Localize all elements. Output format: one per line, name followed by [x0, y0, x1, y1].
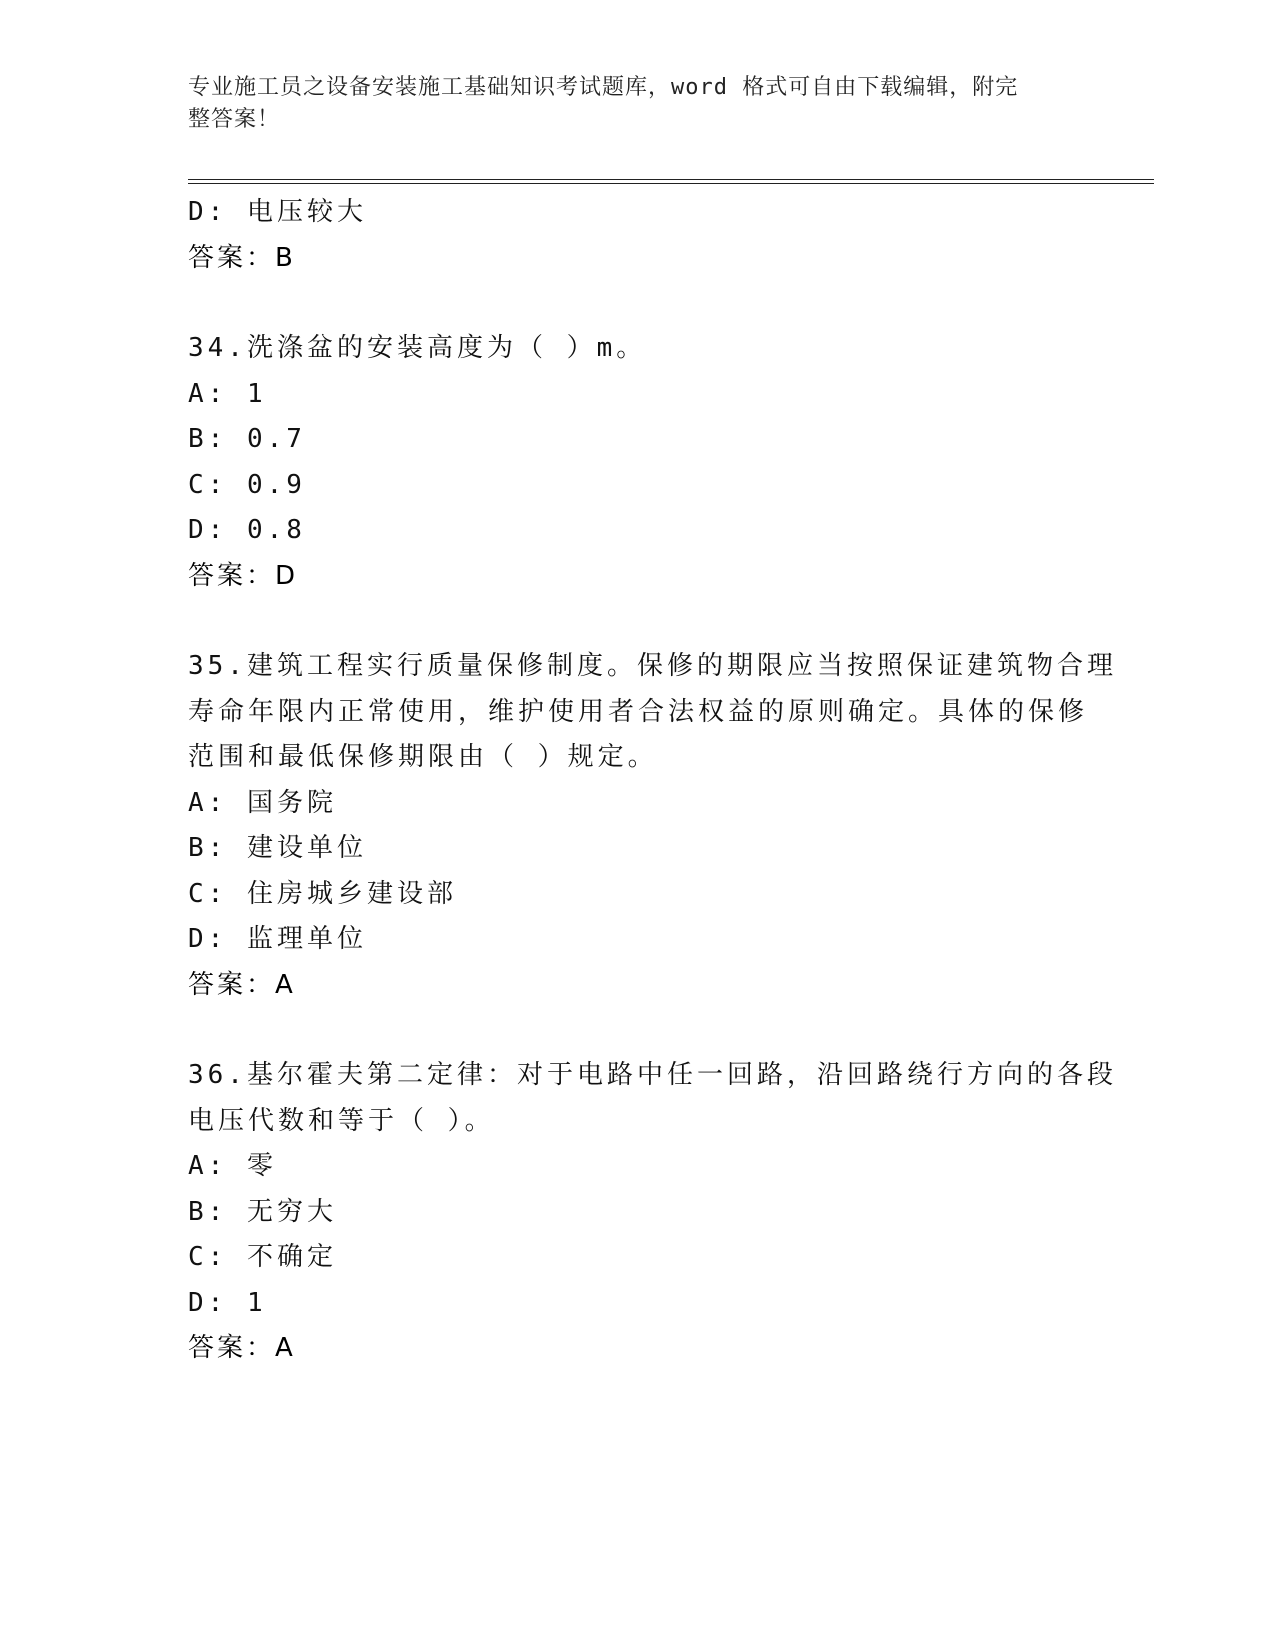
header-line-1: 专业施工员之设备安装施工基础知识考试题库，word 格式可自由下载编辑，附完 — [188, 75, 1019, 100]
option-b: B: 建设单位 — [188, 833, 367, 863]
answer-line: 答案：A — [188, 969, 296, 1000]
question-35 — [188, 644, 1117, 1008]
question-text-line: 34.洗涤盆的安装高度为（ ）m。 — [188, 333, 647, 363]
document-header — [188, 72, 1068, 136]
answer-line: 答案：D — [188, 560, 299, 591]
question-34 — [188, 326, 1088, 599]
option-b: B: 无穷大 — [188, 1196, 337, 1227]
question-text-line: 35.建筑工程实行质量保修制度。保修的期限应当按照保证建筑物合理 — [188, 651, 1117, 681]
answer-line: 答案：B — [188, 242, 296, 273]
option-c: C: 不确定 — [188, 1242, 337, 1272]
question-text — [188, 644, 1117, 781]
option-d: D: 电压较大 — [188, 197, 367, 227]
option-a: A: 国务院 — [188, 787, 337, 818]
option-b: B: 0.7 — [188, 424, 306, 454]
option-d: D: 监理单位 — [188, 924, 367, 954]
option-d: D: 1 — [188, 1287, 267, 1318]
answer-line: 答案：A — [188, 1333, 296, 1363]
question-text-line: 范围和最低保修期限由（ ）规定。 — [188, 742, 658, 772]
question-text — [188, 1053, 1117, 1144]
question-list — [188, 190, 1117, 1372]
option-a: A: 1 — [188, 378, 267, 409]
option-c: C: 0.9 — [188, 469, 306, 500]
option-a: A: 零 — [188, 1151, 277, 1181]
header-line-2: 整答案！ — [188, 107, 281, 132]
previous-question-tail — [188, 190, 1088, 281]
option-d: D: 0.8 — [188, 515, 306, 545]
question-text-line: 电压代数和等于（ ）。 — [188, 1105, 495, 1136]
question-text-line: 36.基尔霍夫第二定律：对于电路中任一回路，沿回路绕行方向的各段 — [188, 1060, 1117, 1090]
option-c: C: 住房城乡建设部 — [188, 878, 457, 909]
question-text — [188, 326, 1068, 372]
header-rule-top — [188, 179, 1154, 180]
question-text-line: 寿命年限内正常使用，维护使用者合法权益的原则确定。具体的保修 — [188, 696, 1089, 727]
question-36 — [188, 1053, 1117, 1372]
header-rule-bottom — [188, 183, 1154, 184]
